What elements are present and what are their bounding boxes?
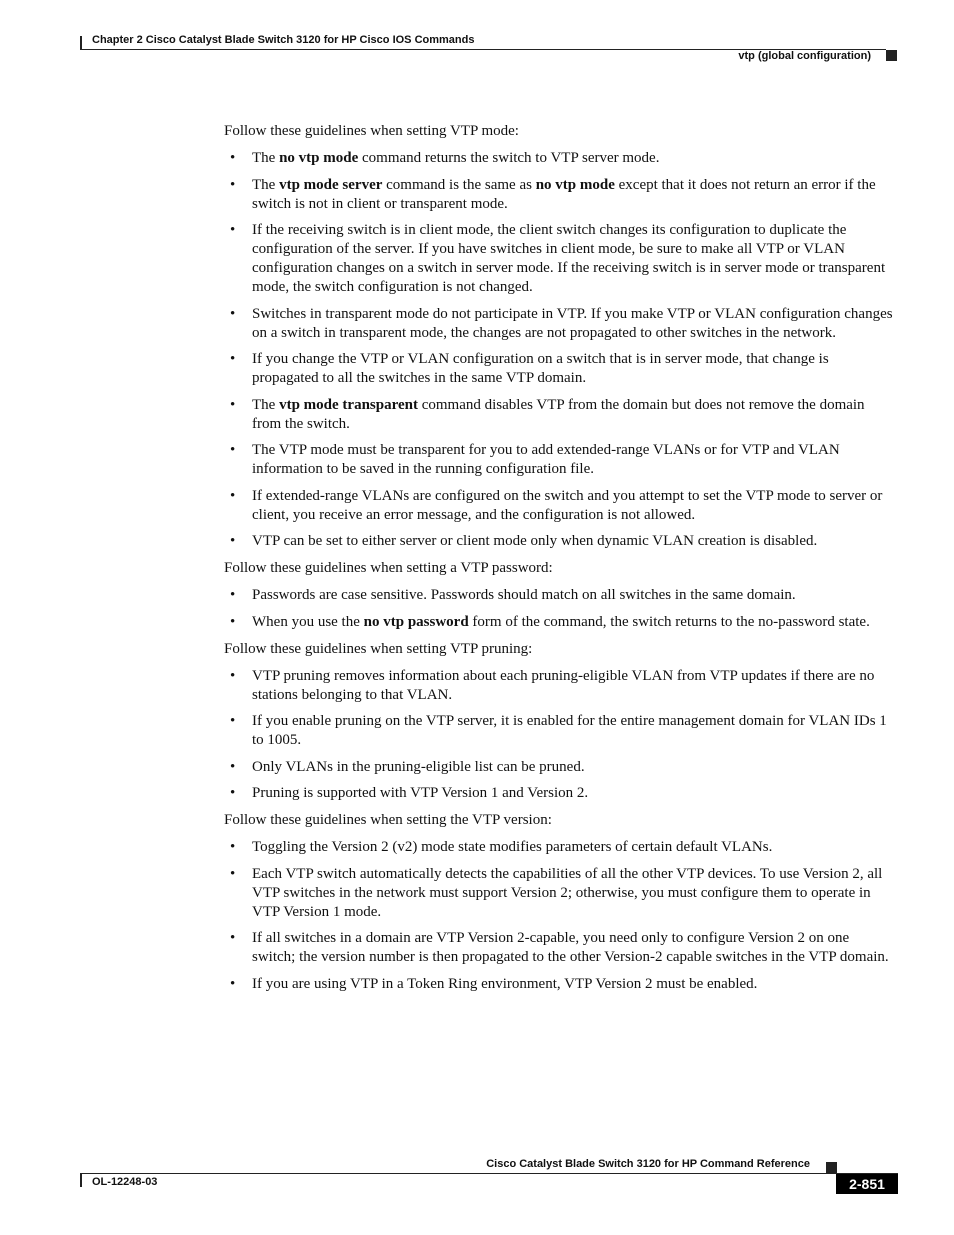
- list-item: • Pruning is supported with VTP Version 1 and Version 2.: [230, 785, 589, 801]
- bullet-icon: •: [230, 839, 236, 855]
- list-item: • If you enable pruning on the VTP server, it is enabled for the entire management domain for VLAN IDs 1 to 1005.: [230, 713, 887, 748]
- list-item: • Switches in transparent mode do not participate in VTP. If you make VTP or VLAN configuration changes on a switch in transparent mode, the changes are not propagated to other switches in the network.: [230, 305, 893, 341]
- list-item: • Passwords are case sensitive. Passwords should match on all switches in the same domain.: [230, 587, 796, 603]
- bullet-icon: •: [230, 351, 236, 367]
- footer-doc-id: OL-12248-03: [92, 1176, 158, 1188]
- list-item: • The VTP mode must be transparent for you to add extended-range VLANs or for VTP and VLAN information to be saved in the running configuration file.: [230, 442, 840, 477]
- guideline-list: [224, 149, 896, 551]
- bullet-icon: •: [230, 442, 236, 458]
- list-item: • If the receiving switch is in client mode, the client switch changes its configuration to duplicate the configuration of the server. If you have switches in client mode, be sure to make all VTP or VLAN configuration changes on a switch in server mode. If the receiving switch is in server mode or transparent mode, the switch configuration is not changed.: [230, 222, 886, 295]
- guideline-intro: Follow these guidelines when setting VTP mode:: [224, 123, 519, 139]
- guideline-list: [224, 838, 896, 994]
- document-body: [224, 122, 896, 1002]
- list-item: • If all switches in a domain are VTP Version 2-capable, you need only to configure Version 2 on one switch; the version number is then propagated to the other Version-2 capable switches in the VTP domain.: [230, 930, 889, 965]
- footer-book-title: Cisco Catalyst Blade Switch 3120 for HP Command Reference: [486, 1158, 810, 1170]
- bullet-icon: •: [230, 487, 236, 504]
- list-item: • VTP pruning removes information about each pruning-eligible VLAN from VTP updates if there are no stations belonging to that VLAN.: [230, 667, 875, 703]
- guideline-intro: Follow these guidelines when setting the VTP version:: [224, 812, 552, 828]
- guideline-list: [224, 586, 896, 632]
- list-item: • Only VLANs in the pruning-eligible list can be pruned.: [230, 758, 585, 775]
- list-item: • If you are using VTP in a Token Ring environment, VTP Version 2 must be enabled.: [230, 975, 758, 992]
- list-item: • If extended-range VLANs are configured on the switch and you attempt to set the VTP mode to server or client, you receive an error message, and the configuration is not allowed.: [230, 487, 883, 523]
- header-section: vtp (global configuration): [738, 50, 871, 62]
- list-item: • The vtp mode transparent command disables VTP from the domain but does not remove the domain from the switch.: [230, 396, 865, 432]
- header-marker-block: [886, 50, 897, 61]
- bullet-icon: •: [230, 305, 236, 322]
- list-item: • The no vtp mode command returns the switch to VTP server mode.: [230, 150, 660, 166]
- page-number: 2-851: [836, 1174, 898, 1194]
- bullet-icon: •: [230, 975, 236, 992]
- bullet-icon: •: [230, 758, 236, 775]
- bullet-icon: •: [230, 587, 236, 603]
- bullet-icon: •: [230, 713, 236, 729]
- list-item: • The vtp mode server command is the same as no vtp mode except that it does not return an error if the switch is not in client or transparent mode.: [230, 176, 876, 212]
- command-keyword: no vtp mode: [535, 176, 615, 193]
- bullet-icon: •: [230, 613, 236, 630]
- bullet-icon: •: [230, 150, 236, 166]
- bullet-icon: •: [230, 785, 236, 801]
- bullet-icon: •: [230, 930, 236, 946]
- header-chapter: Chapter 2 Cisco Catalyst Blade Switch 3120 for HP Cisco IOS Commands: [92, 34, 475, 46]
- command-keyword: vtp mode server: [279, 176, 383, 193]
- bullet-icon: •: [230, 396, 236, 413]
- list-item: • When you use the no vtp password form of the command, the switch returns to the no-password state.: [230, 613, 870, 630]
- footer-rule: [80, 1173, 898, 1174]
- guideline-intro: Follow these guidelines when setting a VTP password:: [224, 560, 553, 576]
- list-item: • Toggling the Version 2 (v2) mode state modifies parameters of certain default VLANs.: [230, 839, 773, 855]
- guideline-list: [224, 667, 896, 804]
- guideline-intro: Follow these guidelines when setting VTP pruning:: [224, 640, 533, 657]
- header-left-bar: [80, 36, 82, 50]
- command-keyword: vtp mode transparent: [279, 396, 418, 413]
- bullet-icon: •: [230, 865, 236, 882]
- list-item: • Each VTP switch automatically detects the capabilities of all the other VTP devices. To use Version 2, all VTP switches in the network must support Version 2; otherwise, you must configure them to operate in VTP Version 1 mode.: [230, 865, 883, 920]
- list-item: • VTP can be set to either server or client mode only when dynamic VLAN creation is disabled.: [230, 533, 818, 549]
- command-keyword: no vtp password: [363, 613, 469, 630]
- command-keyword: no vtp mode: [279, 150, 359, 166]
- list-item: • If you change the VTP or VLAN configuration on a switch that is in server mode, that change is propagated to all the switches in the same VTP domain.: [230, 351, 829, 386]
- bullet-icon: •: [230, 176, 236, 193]
- footer-left-bar: [80, 1173, 82, 1187]
- bullet-icon: •: [230, 533, 236, 549]
- footer-marker-block: [826, 1162, 837, 1173]
- bullet-icon: •: [230, 667, 236, 684]
- bullet-icon: •: [230, 222, 236, 238]
